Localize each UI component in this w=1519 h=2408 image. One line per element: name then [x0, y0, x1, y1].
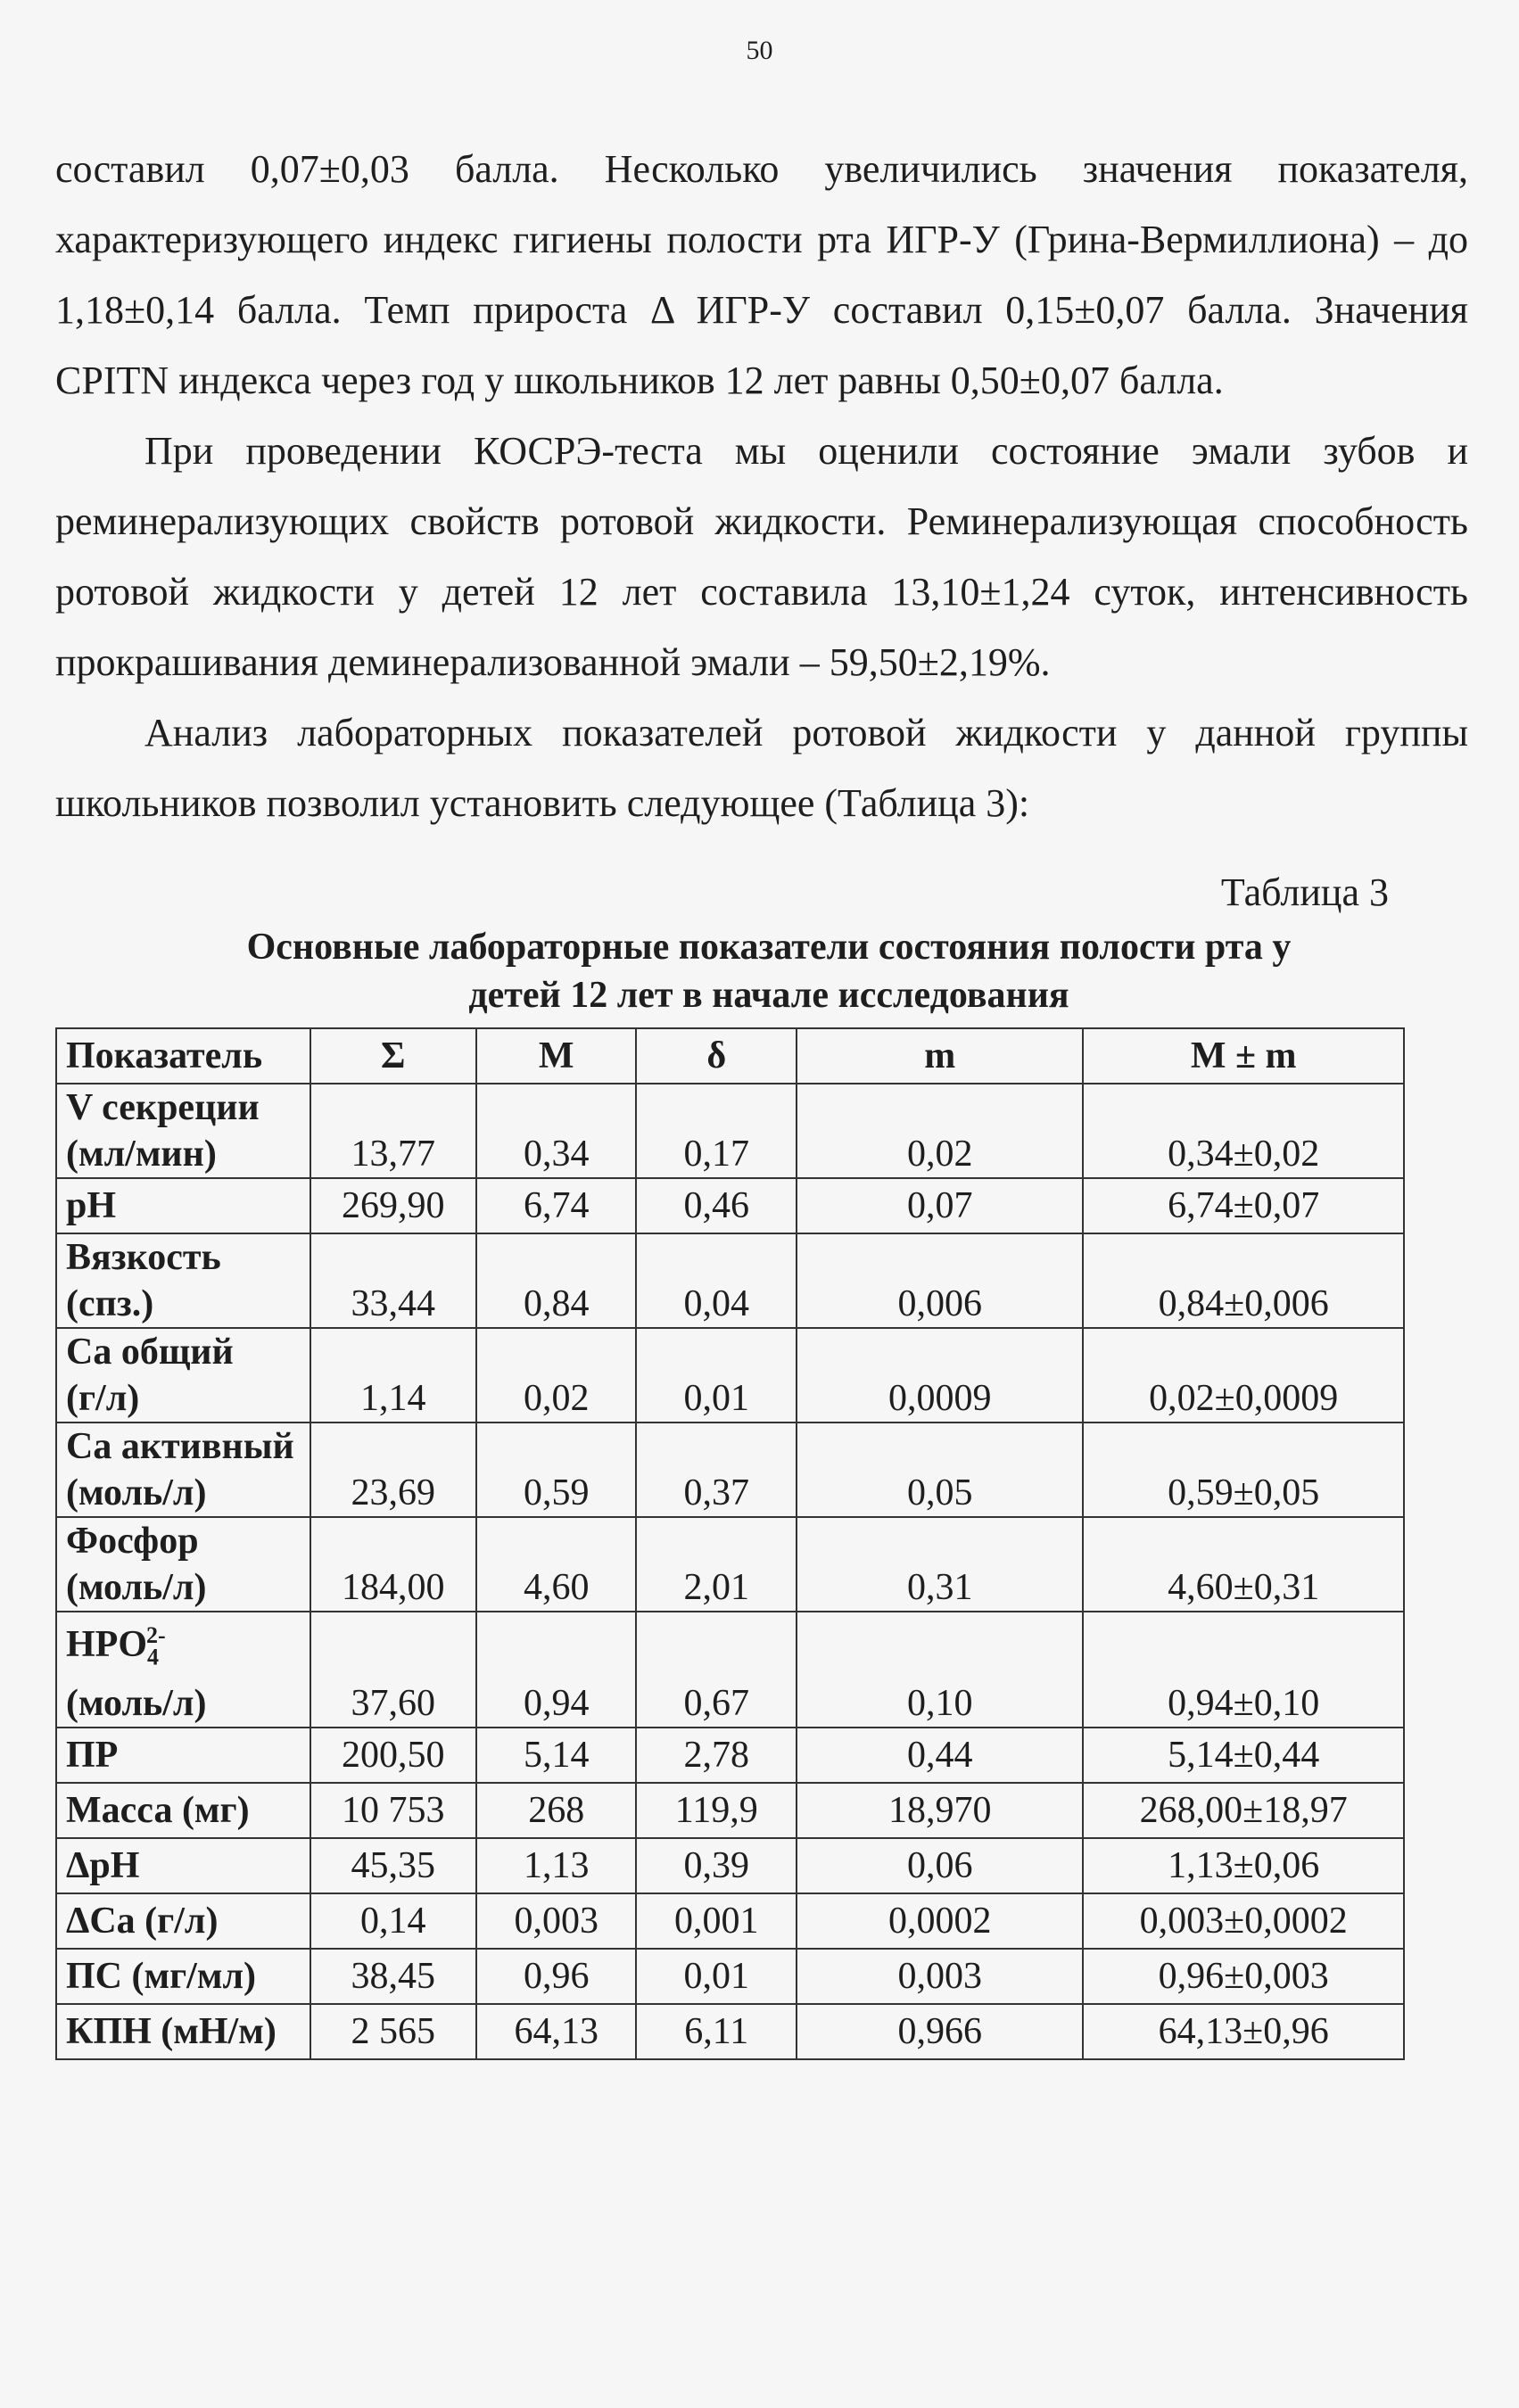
table-cell: 0,17 — [636, 1084, 797, 1178]
row-label — [56, 1612, 310, 1728]
row-label-line-1: Масса (мг) — [66, 1790, 250, 1832]
row-label-line-1: pH — [66, 1185, 117, 1226]
row-label — [56, 1783, 310, 1838]
paragraph-1: составил 0,07±0,03 балла. Несколько увеличились значения показателя, характеризующего индекс гигиены полости рта ИГР-У (Грина-Вермиллиона) – до 1,18±0,14 балла. Темп прироста Δ ИГР-У составил 0,15±0,07 балла. Значения CPITN индекса через год у школьников 12 лет равны 0,50±0,07 балла. — [55, 147, 1468, 402]
table-row — [56, 2004, 1404, 2059]
row-label-line-1: ΔCa (г/л) — [66, 1901, 219, 1942]
table-title — [55, 923, 1482, 1019]
body-text-3 — [55, 697, 1468, 838]
page-number: 50 — [746, 36, 773, 65]
table-row — [56, 1783, 1404, 1838]
table-cell: 23,69 — [310, 1423, 476, 1517]
table-cell: 0,06 — [797, 1838, 1083, 1893]
table-cell: 64,13 — [476, 2004, 637, 2059]
table-cell: 0,006 — [797, 1233, 1083, 1328]
table-row — [56, 1423, 1404, 1517]
table-cell: 13,77 — [310, 1084, 476, 1178]
table-cell: 0,94 — [476, 1612, 637, 1728]
table-caption: Таблица 3 — [1220, 870, 1389, 914]
table-row — [56, 1949, 1404, 2004]
table-cell: 0,003±0,0002 — [1083, 1893, 1404, 1949]
row-label-line-1: ΔpH — [66, 1845, 140, 1887]
table-cell: 18,970 — [797, 1783, 1083, 1838]
table-cell: 6,11 — [636, 2004, 797, 2059]
table-cell: 0,84±0,006 — [1083, 1233, 1404, 1328]
row-label — [56, 1178, 310, 1233]
table-row — [56, 1517, 1404, 1612]
row-label-line-2: (спз.) — [66, 1283, 154, 1324]
table-cell: 0,46 — [636, 1178, 797, 1233]
header-error: m — [797, 1028, 1083, 1084]
table-title-line-2: детей 12 лет в начале исследования — [468, 975, 1069, 1016]
header-indicator: Показатель — [56, 1028, 310, 1084]
table-cell: 0,59 — [476, 1423, 637, 1517]
table-cell: 4,60 — [476, 1517, 637, 1612]
table-cell: 0,02 — [797, 1084, 1083, 1178]
table-cell: 4,60±0,31 — [1083, 1517, 1404, 1612]
table-cell: 184,00 — [310, 1517, 476, 1612]
formula-superscript: 2- — [146, 1622, 166, 1648]
row-label-line-1: ПР — [66, 1735, 119, 1777]
table-cell: 2,78 — [636, 1728, 797, 1783]
table-cell: 2 565 — [310, 2004, 476, 2059]
table-cell: 0,44 — [797, 1728, 1083, 1783]
row-label-line-1: Вязкость — [66, 1237, 221, 1278]
table-cell: 0,59±0,05 — [1083, 1423, 1404, 1517]
row-label-line-1: КПН (мН/м) — [66, 2011, 277, 2053]
table-title-line-1: Основные лабораторные показатели состояния полости рта у — [246, 927, 1292, 968]
table-header-row — [56, 1028, 1404, 1084]
table-cell: 0,05 — [797, 1423, 1083, 1517]
table-cell: 1,13 — [476, 1838, 637, 1893]
table-cell: 269,90 — [310, 1178, 476, 1233]
table-row — [56, 1728, 1404, 1783]
table-row — [56, 1084, 1404, 1178]
paragraph-3: Анализ лабораторных показателей ротовой жидкости у данной группы школьников позволил установить следующее (Таблица 3): — [55, 711, 1468, 825]
table-cell: 0,003 — [476, 1893, 637, 1949]
table-row — [56, 1233, 1404, 1328]
row-label — [56, 1233, 310, 1328]
table-cell: 119,9 — [636, 1783, 797, 1838]
table-cell: 0,84 — [476, 1233, 637, 1328]
row-label — [56, 1328, 310, 1423]
header-sum: Σ — [310, 1028, 476, 1084]
table-cell: 0,14 — [310, 1893, 476, 1949]
row-label — [56, 1084, 310, 1178]
row-label-line-2: (моль/л) — [66, 1472, 207, 1513]
table-cell: 1,13±0,06 — [1083, 1838, 1404, 1893]
row-label — [56, 2004, 310, 2059]
row-label — [56, 1949, 310, 2004]
formula-base: HPO — [66, 1624, 147, 1665]
table-cell: 5,14±0,44 — [1083, 1728, 1404, 1783]
paragraph-2: При проведении КОСРЭ-теста мы оценили состояние эмали зубов и реминерализующих свойств ротовой жидкости. Реминерализующая способность ротовой жидкости у детей 12 лет составила 13,10±1,24 суток, интенсивность прокрашивания деминерализованной эмали – 59,50±2,19%. — [55, 429, 1468, 684]
row-label-line-1: V секреции — [66, 1087, 260, 1128]
table-cell: 6,74 — [476, 1178, 637, 1233]
table-row — [56, 1178, 1404, 1233]
row-label — [56, 1423, 310, 1517]
table-row — [56, 1612, 1404, 1728]
table-cell: 0,04 — [636, 1233, 797, 1328]
formula-subscript: 4 — [147, 1644, 159, 1670]
table-row — [56, 1838, 1404, 1893]
table-cell: 0,02±0,0009 — [1083, 1328, 1404, 1423]
table-cell: 33,44 — [310, 1233, 476, 1328]
header-mean-error: M ± m — [1083, 1028, 1404, 1084]
table-cell: 0,001 — [636, 1893, 797, 1949]
table-cell: 0,31 — [797, 1517, 1083, 1612]
row-label-line-1: Ca общий — [66, 1332, 234, 1373]
table-cell: 0,02 — [476, 1328, 637, 1423]
table-cell: 0,67 — [636, 1612, 797, 1728]
row-label-line-2: (мл/мин) — [66, 1134, 217, 1175]
table-cell: 0,34 — [476, 1084, 637, 1178]
table-cell: 0,966 — [797, 2004, 1083, 2059]
body-text — [55, 134, 1468, 416]
table-cell: 268,00±18,97 — [1083, 1783, 1404, 1838]
table-cell: 5,14 — [476, 1728, 637, 1783]
table-cell: 10 753 — [310, 1783, 476, 1838]
table-cell: 0,39 — [636, 1838, 797, 1893]
table-cell: 45,35 — [310, 1838, 476, 1893]
row-label-line-1: ПС (мг/мл) — [66, 1956, 256, 1998]
table-cell: 0,96 — [476, 1949, 637, 2004]
table-cell: 64,13±0,96 — [1083, 2004, 1404, 2059]
row-label — [56, 1838, 310, 1893]
header-mean: M — [476, 1028, 637, 1084]
row-label-line-1 — [66, 1612, 301, 1680]
table-cell: 0,96±0,003 — [1083, 1949, 1404, 2004]
header-sd: δ — [636, 1028, 797, 1084]
table-cell: 0,37 — [636, 1423, 797, 1517]
table-cell: 6,74±0,07 — [1083, 1178, 1404, 1233]
table-cell: 200,50 — [310, 1728, 476, 1783]
table-cell: 0,07 — [797, 1178, 1083, 1233]
row-label-line-2: (моль/л) — [66, 1683, 207, 1725]
table-cell: 0,10 — [797, 1612, 1083, 1728]
row-label-line-2: (г/л) — [66, 1378, 140, 1419]
table-cell: 1,14 — [310, 1328, 476, 1423]
table-cell: 0,0002 — [797, 1893, 1083, 1949]
table-row — [56, 1328, 1404, 1423]
table-cell: 0,01 — [636, 1949, 797, 2004]
table-cell: 0,0009 — [797, 1328, 1083, 1423]
row-label-line-2: (моль/л) — [66, 1567, 207, 1608]
table-cell: 0,003 — [797, 1949, 1083, 2004]
lab-indicators-table — [55, 1027, 1405, 2060]
table-row — [56, 1893, 1404, 1949]
table-cell: 0,94±0,10 — [1083, 1612, 1404, 1728]
table-cell: 37,60 — [310, 1612, 476, 1728]
row-label-line-1: Ca активный — [66, 1426, 294, 1467]
row-label-line-1: Фосфор — [66, 1521, 199, 1562]
table-cell: 0,34±0,02 — [1083, 1084, 1404, 1178]
body-text-2 — [55, 416, 1468, 697]
row-label — [56, 1893, 310, 1949]
table-cell: 0,01 — [636, 1328, 797, 1423]
row-label — [56, 1517, 310, 1612]
row-label — [56, 1728, 310, 1783]
table-cell: 268 — [476, 1783, 637, 1838]
table-cell: 2,01 — [636, 1517, 797, 1612]
table-cell: 38,45 — [310, 1949, 476, 2004]
